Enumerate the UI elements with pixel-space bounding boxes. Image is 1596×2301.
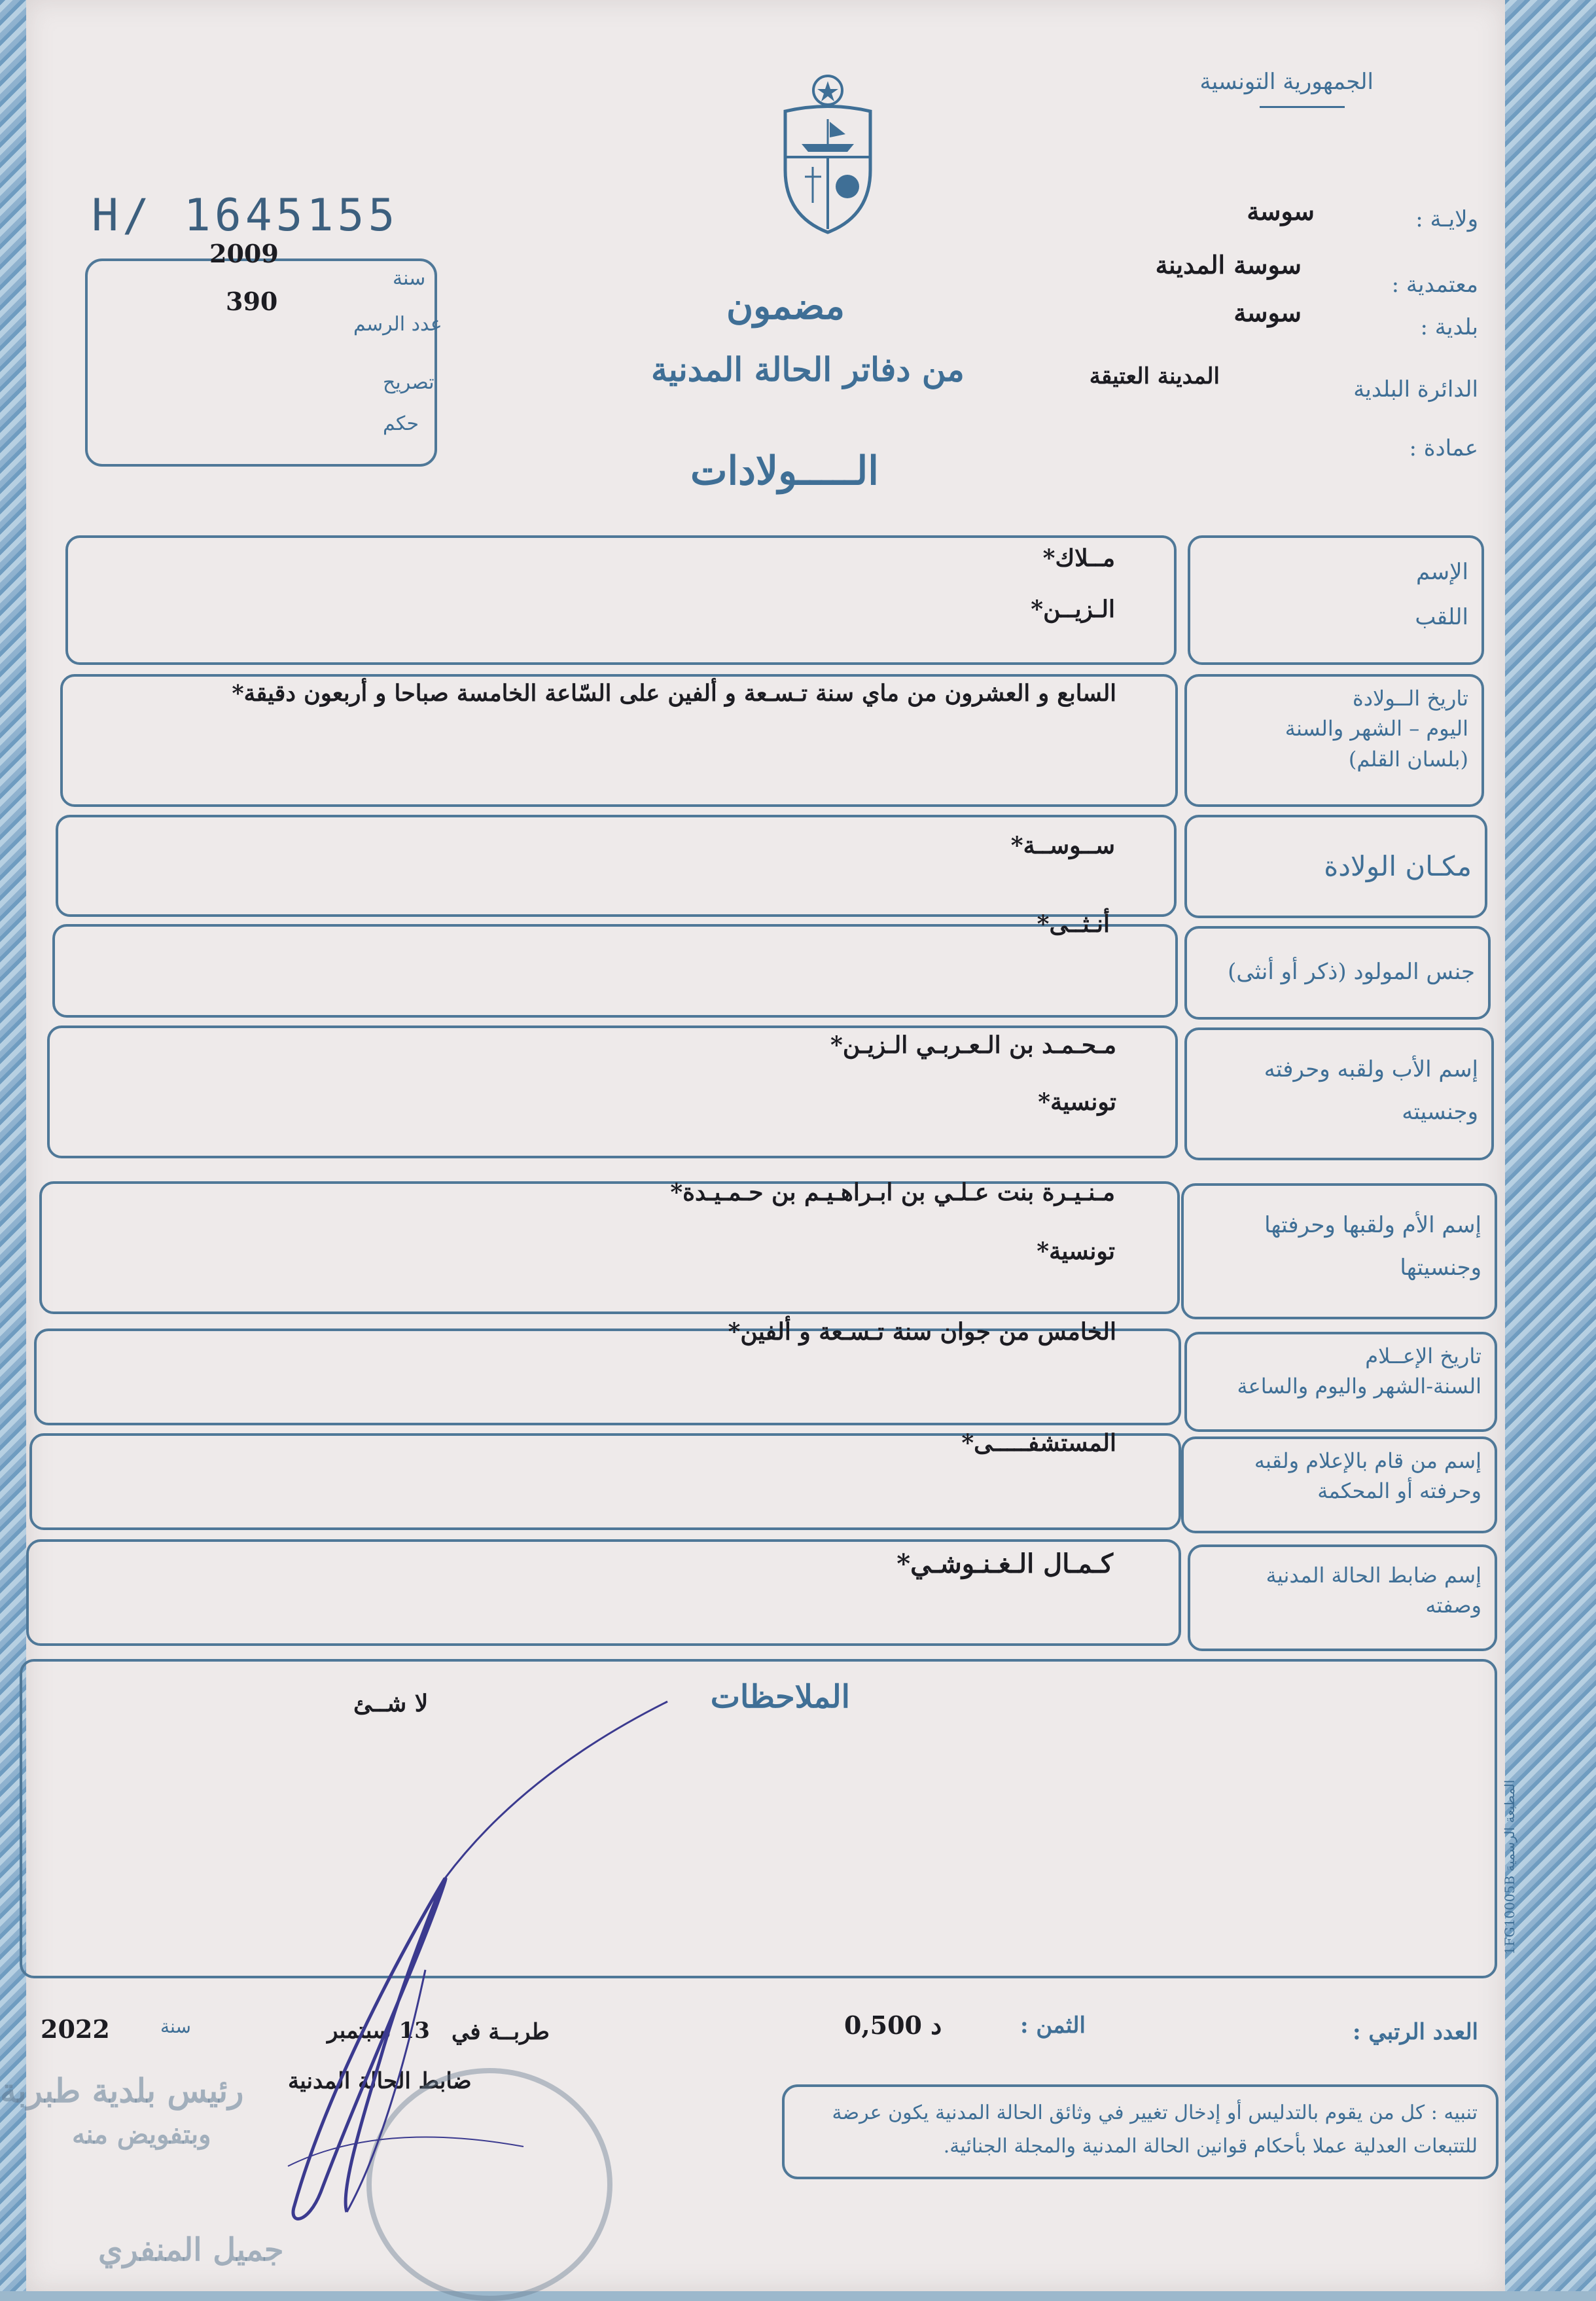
header-underline — [1260, 106, 1345, 108]
field-label: إسم ضابط الحالة المدنية — [1266, 1563, 1481, 1588]
field-value: ســوســة* — [1010, 832, 1115, 859]
field-label: إسم الأب ولقبه وحرفته — [1264, 1056, 1478, 1082]
warning-notice — [782, 2084, 1498, 2179]
ref-declaration-label: تصريح — [383, 371, 434, 394]
ref-number-value: 390 — [226, 287, 278, 316]
baladia-label: بلدية : — [1420, 314, 1478, 340]
serial-number-label: العدد الرتبي : — [1352, 2019, 1478, 2045]
field-label: الإسم — [1416, 559, 1468, 585]
notice-line: للتتبعات العدلية عملا بأحكام قوانين الحالة المدنية والمجلة الجنائية. — [943, 2135, 1478, 2158]
field-label: تاريخ الإعــلام — [1365, 1344, 1481, 1368]
field-label-box — [1184, 1332, 1497, 1432]
field-label-box — [1188, 535, 1484, 665]
field-value: مـحـمـد بن الـعـربـي الـزيـن* — [830, 1031, 1116, 1059]
births-title: الـــــولادات — [690, 448, 879, 494]
field-value-box — [60, 674, 1178, 807]
field-value: أنـثــى* — [1037, 910, 1110, 938]
price-value: 0,500 د — [844, 2010, 942, 2040]
field-label: جنس المولود (ذكر أو أنثى) — [1228, 959, 1475, 985]
mutamadia-label: معتمدية : — [1391, 272, 1478, 298]
field-value: تونسية* — [1037, 1238, 1115, 1265]
field-value: كـمـال الـغـنـوشـي* — [896, 1548, 1113, 1579]
handwritten-signature — [249, 1695, 707, 2232]
field-label: تاريخ الــولادة — [1352, 686, 1468, 711]
field-value-box — [56, 815, 1177, 917]
field-label: وجنسيتها — [1400, 1254, 1481, 1281]
wilaya-label: ولايـة : — [1415, 206, 1478, 232]
field-label-box — [1184, 674, 1484, 807]
serial-number: H/ 1645155 — [92, 190, 399, 241]
issue-date: 13 سبتمبر — [327, 2018, 430, 2044]
field-value-box — [26, 1539, 1181, 1646]
field-label: اللقب — [1415, 604, 1468, 631]
stamp-line: رئيس بلدية طبربة — [0, 2071, 244, 2110]
field-label: إسم من قام بالإعلام ولقبه — [1254, 1448, 1481, 1473]
field-value: مـنـيـرة بنت عـلـي بن ابـراهـيـم بن حـمـيـدة* — [670, 1179, 1115, 1206]
field-value-box — [52, 910, 1178, 1018]
printer-mark: المطبعة الرسمية 1FG10005B — [1502, 1780, 1517, 1955]
field-label: السنة-الشهر واليوم والساعة — [1237, 1374, 1481, 1399]
excerpt-title: مضمون — [726, 285, 845, 328]
tunisia-coat-of-arms-icon — [772, 72, 883, 236]
field-value: مــلاك* — [1042, 544, 1115, 572]
registers-title: من دفاتر الحالة المدنية — [651, 350, 965, 389]
field-label-box — [1181, 1436, 1497, 1533]
baladia-value: سوسة — [1233, 298, 1302, 327]
republic-header: الجمهورية التونسية — [1199, 69, 1374, 95]
field-value: المستشفـــــى* — [961, 1429, 1116, 1457]
field-label-box — [1184, 1027, 1494, 1160]
wilaya-value: سوسة — [1247, 196, 1315, 226]
field-label-box — [1184, 815, 1487, 918]
place-label: طربــة في — [452, 2019, 550, 2045]
stamp-line: وبتفويض منه — [72, 2119, 211, 2150]
field-label: اليوم – الشهر والسنة — [1285, 716, 1468, 741]
year-label: سنة — [160, 2016, 191, 2037]
field-label: وجنسيته — [1402, 1098, 1478, 1125]
field-value: السابع و العشرون من ماي سنة تـسـعة و ألفين على السّاعة الخامسة صباحا و أربعون دقيقة* — [232, 680, 1116, 707]
daira-value: المدينة العتيقة — [1089, 363, 1220, 389]
field-value: الخامس من جوان سنة تـسـعة و ألفين* — [728, 1318, 1116, 1346]
field-value-box — [34, 1318, 1181, 1425]
field-label: إسم الأم ولقبها وحرفتها — [1264, 1212, 1481, 1238]
field-label: وصفته — [1425, 1593, 1481, 1618]
field-value-box — [39, 1181, 1180, 1314]
field-value-box — [29, 1429, 1181, 1530]
field-label: مكـان الولادة — [1324, 850, 1472, 882]
field-label: وحرفته أو المحكمة — [1317, 1478, 1481, 1504]
stamp-line: جميل المنفري — [98, 2232, 284, 2268]
mutamadia-value: سوسة المدينة — [1155, 250, 1302, 279]
ref-year-value: 2009 — [209, 239, 279, 268]
daira-label: الدائرة البلدية — [1353, 376, 1478, 402]
field-label-box — [1184, 926, 1491, 1020]
year-value: 2022 — [41, 2014, 110, 2044]
field-label-box — [1188, 1544, 1497, 1651]
field-value-box — [47, 1026, 1178, 1158]
remarks-title: الملاحظات — [710, 1679, 850, 1715]
ref-judgment-label: حكم — [383, 412, 419, 435]
field-value: الـزيــن* — [1031, 596, 1115, 623]
remarks-value: لا شــئ — [353, 1690, 429, 1717]
imada-label: عمادة : — [1409, 435, 1478, 461]
notice-line: تنبيه : كل من يقوم بالتدليس أو إدخال تغيير في وثائق الحالة المدنية يكون عرضة — [832, 2101, 1478, 2124]
price-label: الثمن : — [1020, 2012, 1086, 2039]
officer-label: ضابط الحالة المدنية — [288, 2068, 472, 2094]
field-label: (بلسان القلم) — [1348, 746, 1468, 772]
field-value-box — [65, 535, 1177, 665]
field-label-box — [1181, 1183, 1497, 1319]
ref-number-label: عدد الرسم — [353, 313, 442, 336]
field-value: تونسية* — [1038, 1088, 1116, 1116]
ref-year-label: سنة — [393, 267, 426, 290]
